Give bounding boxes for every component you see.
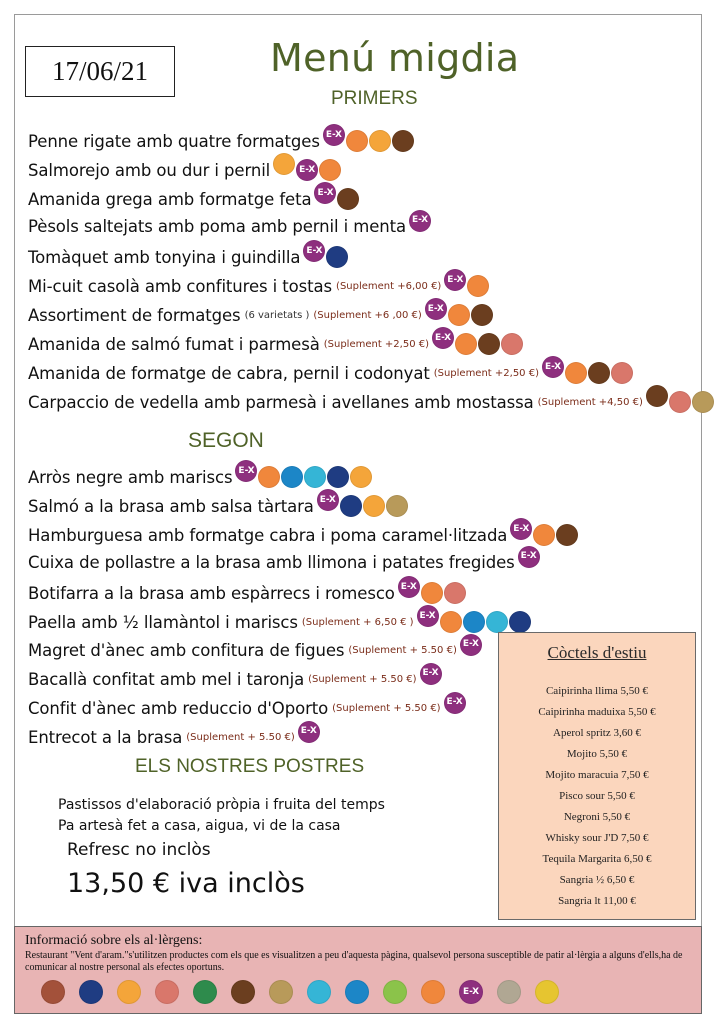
gluten-allergen-icon	[258, 466, 280, 488]
peanut-allergen-icon	[501, 333, 523, 355]
crustacean-allergen-icon	[463, 611, 485, 633]
sulphites-allergen-icon: E-X	[459, 980, 483, 1004]
cocktail-list	[499, 681, 695, 912]
dish-allergen-icons	[235, 466, 372, 488]
sulphites-allergen-icon: E-X	[398, 576, 420, 598]
postres-line: Pa artesà fet a casa, aigua, vi de la casa	[58, 818, 341, 834]
nuts-allergen-icon	[497, 980, 521, 1004]
fish-allergen-icon	[340, 495, 362, 517]
dish-allergen-icons	[542, 362, 633, 384]
dish-row	[28, 641, 482, 660]
egg-allergen-icon	[350, 466, 372, 488]
crustacean-allergen-icon	[281, 466, 303, 488]
mustard-allergen-icon	[386, 495, 408, 517]
mollusc-allergen-icon	[307, 980, 331, 1004]
dish-supplement: (Suplement +6,00 €)	[336, 280, 442, 292]
dish-name: Confit d'ànec amb reduccio d'Oporto	[28, 699, 329, 718]
sulphites-allergen-icon: E-X	[298, 721, 320, 743]
dish-allergen-icons	[518, 551, 540, 568]
dish-supplement: (Suplement +6 ,00 €)	[313, 309, 422, 321]
dish-row	[28, 611, 531, 633]
dish-supplement: (Suplement +2,50 €)	[323, 338, 430, 350]
dish-name: Arròs negre amb mariscs	[28, 467, 233, 487]
dish-allergen-icons	[314, 188, 359, 210]
sulphites-allergen-icon: E-X	[303, 240, 325, 262]
cocktail-item: Sangria lt 11,00 €	[558, 895, 636, 907]
gluten-allergen-icon	[319, 159, 341, 181]
cocktail-item: Aperol spritz 3,60 €	[553, 727, 641, 739]
mustard-allergen-icon	[269, 980, 293, 1004]
allergen-info-box	[14, 926, 702, 1014]
dish-name: Hamburguesa amb formatge cabra i poma caramel·litzada	[28, 525, 508, 545]
dish-row	[28, 728, 320, 747]
peanut-allergen-icon	[669, 391, 691, 413]
dish-row	[28, 362, 633, 384]
cocktail-item: Mojito 5,50 €	[566, 748, 628, 760]
dish-supplement: (Suplement +4,50 €)	[537, 396, 643, 408]
dish-allergen-icons	[298, 726, 320, 743]
egg-allergen-icon	[117, 980, 141, 1004]
milk-allergen-icon	[337, 188, 359, 210]
milk-allergen-icon	[478, 333, 500, 355]
fish-allergen-icon	[326, 246, 348, 268]
sulphites-allergen-icon: E-X	[409, 210, 431, 232]
dish-allergen-icons	[303, 246, 348, 268]
gluten-allergen-icon	[448, 304, 470, 326]
dish-name: Entrecot a la brasa	[28, 728, 183, 747]
dish-name: Bacallà confitat amb mel i taronja	[28, 670, 305, 689]
gluten-allergen-icon	[421, 980, 445, 1004]
dish-name: Pèsols saltejats amb poma amb pernil i menta	[28, 217, 407, 236]
gluten-allergen-icon	[346, 130, 368, 152]
dish-allergen-icons	[444, 275, 489, 297]
cocktail-item: Caipirinha maduixa 5,50 €	[538, 706, 656, 718]
egg-allergen-icon	[369, 130, 391, 152]
dish-allergen-icons	[409, 215, 431, 232]
peanut-allergen-icon	[611, 362, 633, 384]
milk-allergen-icon	[231, 980, 255, 1004]
dish-name: Amanida de salmó fumat i parmesà	[28, 334, 320, 354]
egg-allergen-icon	[273, 153, 295, 175]
dish-name: Botifarra a la brasa amb espàrrecs i romesco	[28, 583, 395, 603]
menu-date: 17/06/21	[25, 46, 175, 97]
sesame-allergen-icon	[41, 980, 65, 1004]
dish-name: Paella amb ½ llamàntol i mariscs	[28, 612, 298, 632]
sulphites-allergen-icon: E-X	[235, 460, 257, 482]
dish-row	[28, 188, 359, 210]
dish-name: Salmó a la brasa amb salsa tàrtara	[28, 496, 314, 516]
dish-name: Assortiment de formatges	[28, 305, 241, 325]
dish-row	[28, 582, 466, 604]
dish-allergen-icons	[425, 304, 493, 326]
sulphites-allergen-icon: E-X	[314, 182, 336, 204]
dish-row	[28, 699, 466, 718]
dish-allergen-icons	[460, 639, 482, 656]
sulphites-allergen-icon: E-X	[420, 663, 442, 685]
dish-name: Amanida de formatge de cabra, pernil i codonyat	[28, 363, 430, 383]
sulphites-allergen-icon: E-X	[317, 489, 339, 511]
dish-name: Cuixa de pollastre a la brasa amb llimona i patates fregides	[28, 553, 515, 572]
cocktail-item: Mojito maracuia 7,50 €	[545, 769, 649, 781]
milk-allergen-icon	[471, 304, 493, 326]
egg-allergen-icon	[363, 495, 385, 517]
dish-row	[28, 670, 442, 689]
dish-supplement: (Suplement + 5.50 €)	[348, 645, 457, 656]
dish-name: Carpaccio de vedella amb parmesà i avellanes amb mostassa	[28, 392, 534, 412]
celery-allergen-icon	[193, 980, 217, 1004]
cocktail-title: Còctels d'estiu	[547, 643, 647, 662]
dish-name: Magret d'ànec amb confitura de figues	[28, 641, 345, 660]
menu-price: 13,50 € iva inclòs	[67, 868, 305, 899]
cocktail-item: Whisky sour J'D 7,50 €	[545, 832, 649, 844]
sulphites-allergen-icon: E-X	[417, 605, 439, 627]
section-title-primers: PRIMERS	[331, 88, 418, 109]
dish-row	[28, 275, 489, 297]
mustard-allergen-icon	[692, 391, 714, 413]
dish-note: (6 varietats )	[244, 309, 310, 321]
dish-name: Tomàquet amb tonyina i guindilla	[28, 247, 301, 267]
postres-line: Pastissos d'elaboració pròpia i fruita del temps	[58, 797, 385, 813]
cocktail-item: Sangria ½ 6,50 €	[559, 874, 635, 886]
dish-allergen-icons	[398, 582, 466, 604]
dish-name: Salmorejo amb ou dur i pernil	[28, 160, 271, 180]
dish-row	[28, 333, 523, 355]
dish-row	[28, 130, 414, 152]
dish-supplement: (Suplement +2,50 €)	[433, 367, 539, 379]
dish-row	[28, 391, 714, 413]
dish-row	[28, 495, 408, 517]
fish-allergen-icon	[79, 980, 103, 1004]
fish-allergen-icon	[327, 466, 349, 488]
dish-row	[28, 246, 348, 268]
crustacean-allergen-icon	[345, 980, 369, 1004]
gluten-allergen-icon	[533, 524, 555, 546]
cocktail-item: Negroni 5,50 €	[563, 811, 631, 823]
dish-row	[28, 524, 578, 546]
dish-row	[28, 466, 372, 488]
dish-allergen-icons	[646, 391, 714, 413]
cocktail-item: Tequila Margarita 6,50 €	[542, 853, 652, 865]
dish-allergen-icons	[317, 495, 408, 517]
gluten-allergen-icon	[421, 582, 443, 604]
dish-allergen-icons	[510, 524, 578, 546]
dish-allergen-icons	[417, 611, 531, 633]
allergen-title: Informació sobre els al·lèrgens:	[25, 933, 203, 948]
cocktail-box	[498, 632, 696, 920]
gluten-allergen-icon	[440, 611, 462, 633]
dish-row	[28, 217, 431, 236]
peanut-allergen-icon	[155, 980, 179, 1004]
sulphites-allergen-icon: E-X	[460, 634, 482, 656]
mollusc-allergen-icon	[304, 466, 326, 488]
sulphites-allergen-icon: E-X	[510, 518, 532, 540]
sulphites-allergen-icon: E-X	[432, 327, 454, 349]
milk-allergen-icon	[588, 362, 610, 384]
dish-allergen-icons	[420, 668, 442, 685]
sulphites-allergen-icon: E-X	[444, 269, 466, 291]
section-title-segon: SEGON	[188, 429, 264, 452]
dish-name: Amanida grega amb formatge feta	[28, 189, 312, 209]
dish-row	[28, 553, 540, 572]
sulphites-allergen-icon: E-X	[323, 124, 345, 146]
dish-row	[28, 304, 493, 326]
sulphites-allergen-icon: E-X	[542, 356, 564, 378]
section-title-postres: ELS NOSTRES POSTRES	[135, 756, 365, 777]
allergen-legend	[41, 980, 691, 1004]
sulphites-allergen-icon: E-X	[296, 159, 318, 181]
drinks-note: Refresc no inclòs	[67, 840, 211, 860]
dish-allergen-icons	[273, 159, 341, 181]
dish-row	[28, 159, 341, 181]
sulphites-allergen-icon: E-X	[518, 546, 540, 568]
sulphites-allergen-icon: E-X	[425, 298, 447, 320]
peanut-allergen-icon	[444, 582, 466, 604]
cocktail-item: Pisco sour 5,50 €	[559, 790, 635, 802]
dish-supplement: (Suplement + 5.50 €)	[332, 703, 441, 714]
sulphites-allergen-icon: E-X	[444, 692, 466, 714]
page-title: Menú migdia	[270, 36, 520, 80]
dish-allergen-icons	[444, 697, 466, 714]
mollusc-allergen-icon	[486, 611, 508, 633]
allergen-text: Restaurant "Vent d'aram."s'utilitzen productes com els que es visualitzen a peu d'aquesta pàgina, qualsevol persona susceptible de patir al·lèrgia a alguns d'ells,ha de comunicar al nostre personal als efectes oportuns.	[25, 950, 683, 973]
dish-supplement: (Suplement + 5.50 €)	[308, 674, 417, 685]
dish-name: Penne rigate amb quatre formatges	[28, 131, 320, 151]
gluten-allergen-icon	[455, 333, 477, 355]
dish-allergen-icons	[432, 333, 523, 355]
dish-allergen-icons	[323, 130, 414, 152]
dish-name: Mi-cuit casolà amb confitures i tostas	[28, 276, 333, 296]
milk-allergen-icon	[646, 385, 668, 407]
gluten-allergen-icon	[467, 275, 489, 297]
fish-allergen-icon	[509, 611, 531, 633]
dish-supplement: (Suplement + 6,50 € )	[301, 616, 414, 628]
gluten-allergen-icon	[565, 362, 587, 384]
soy-allergen-icon	[535, 980, 559, 1004]
milk-allergen-icon	[556, 524, 578, 546]
cocktail-item: Caipirinha llima 5,50 €	[545, 685, 649, 697]
milk-allergen-icon	[392, 130, 414, 152]
dish-supplement: (Suplement + 5.50 €)	[186, 732, 295, 743]
lupin-allergen-icon	[383, 980, 407, 1004]
